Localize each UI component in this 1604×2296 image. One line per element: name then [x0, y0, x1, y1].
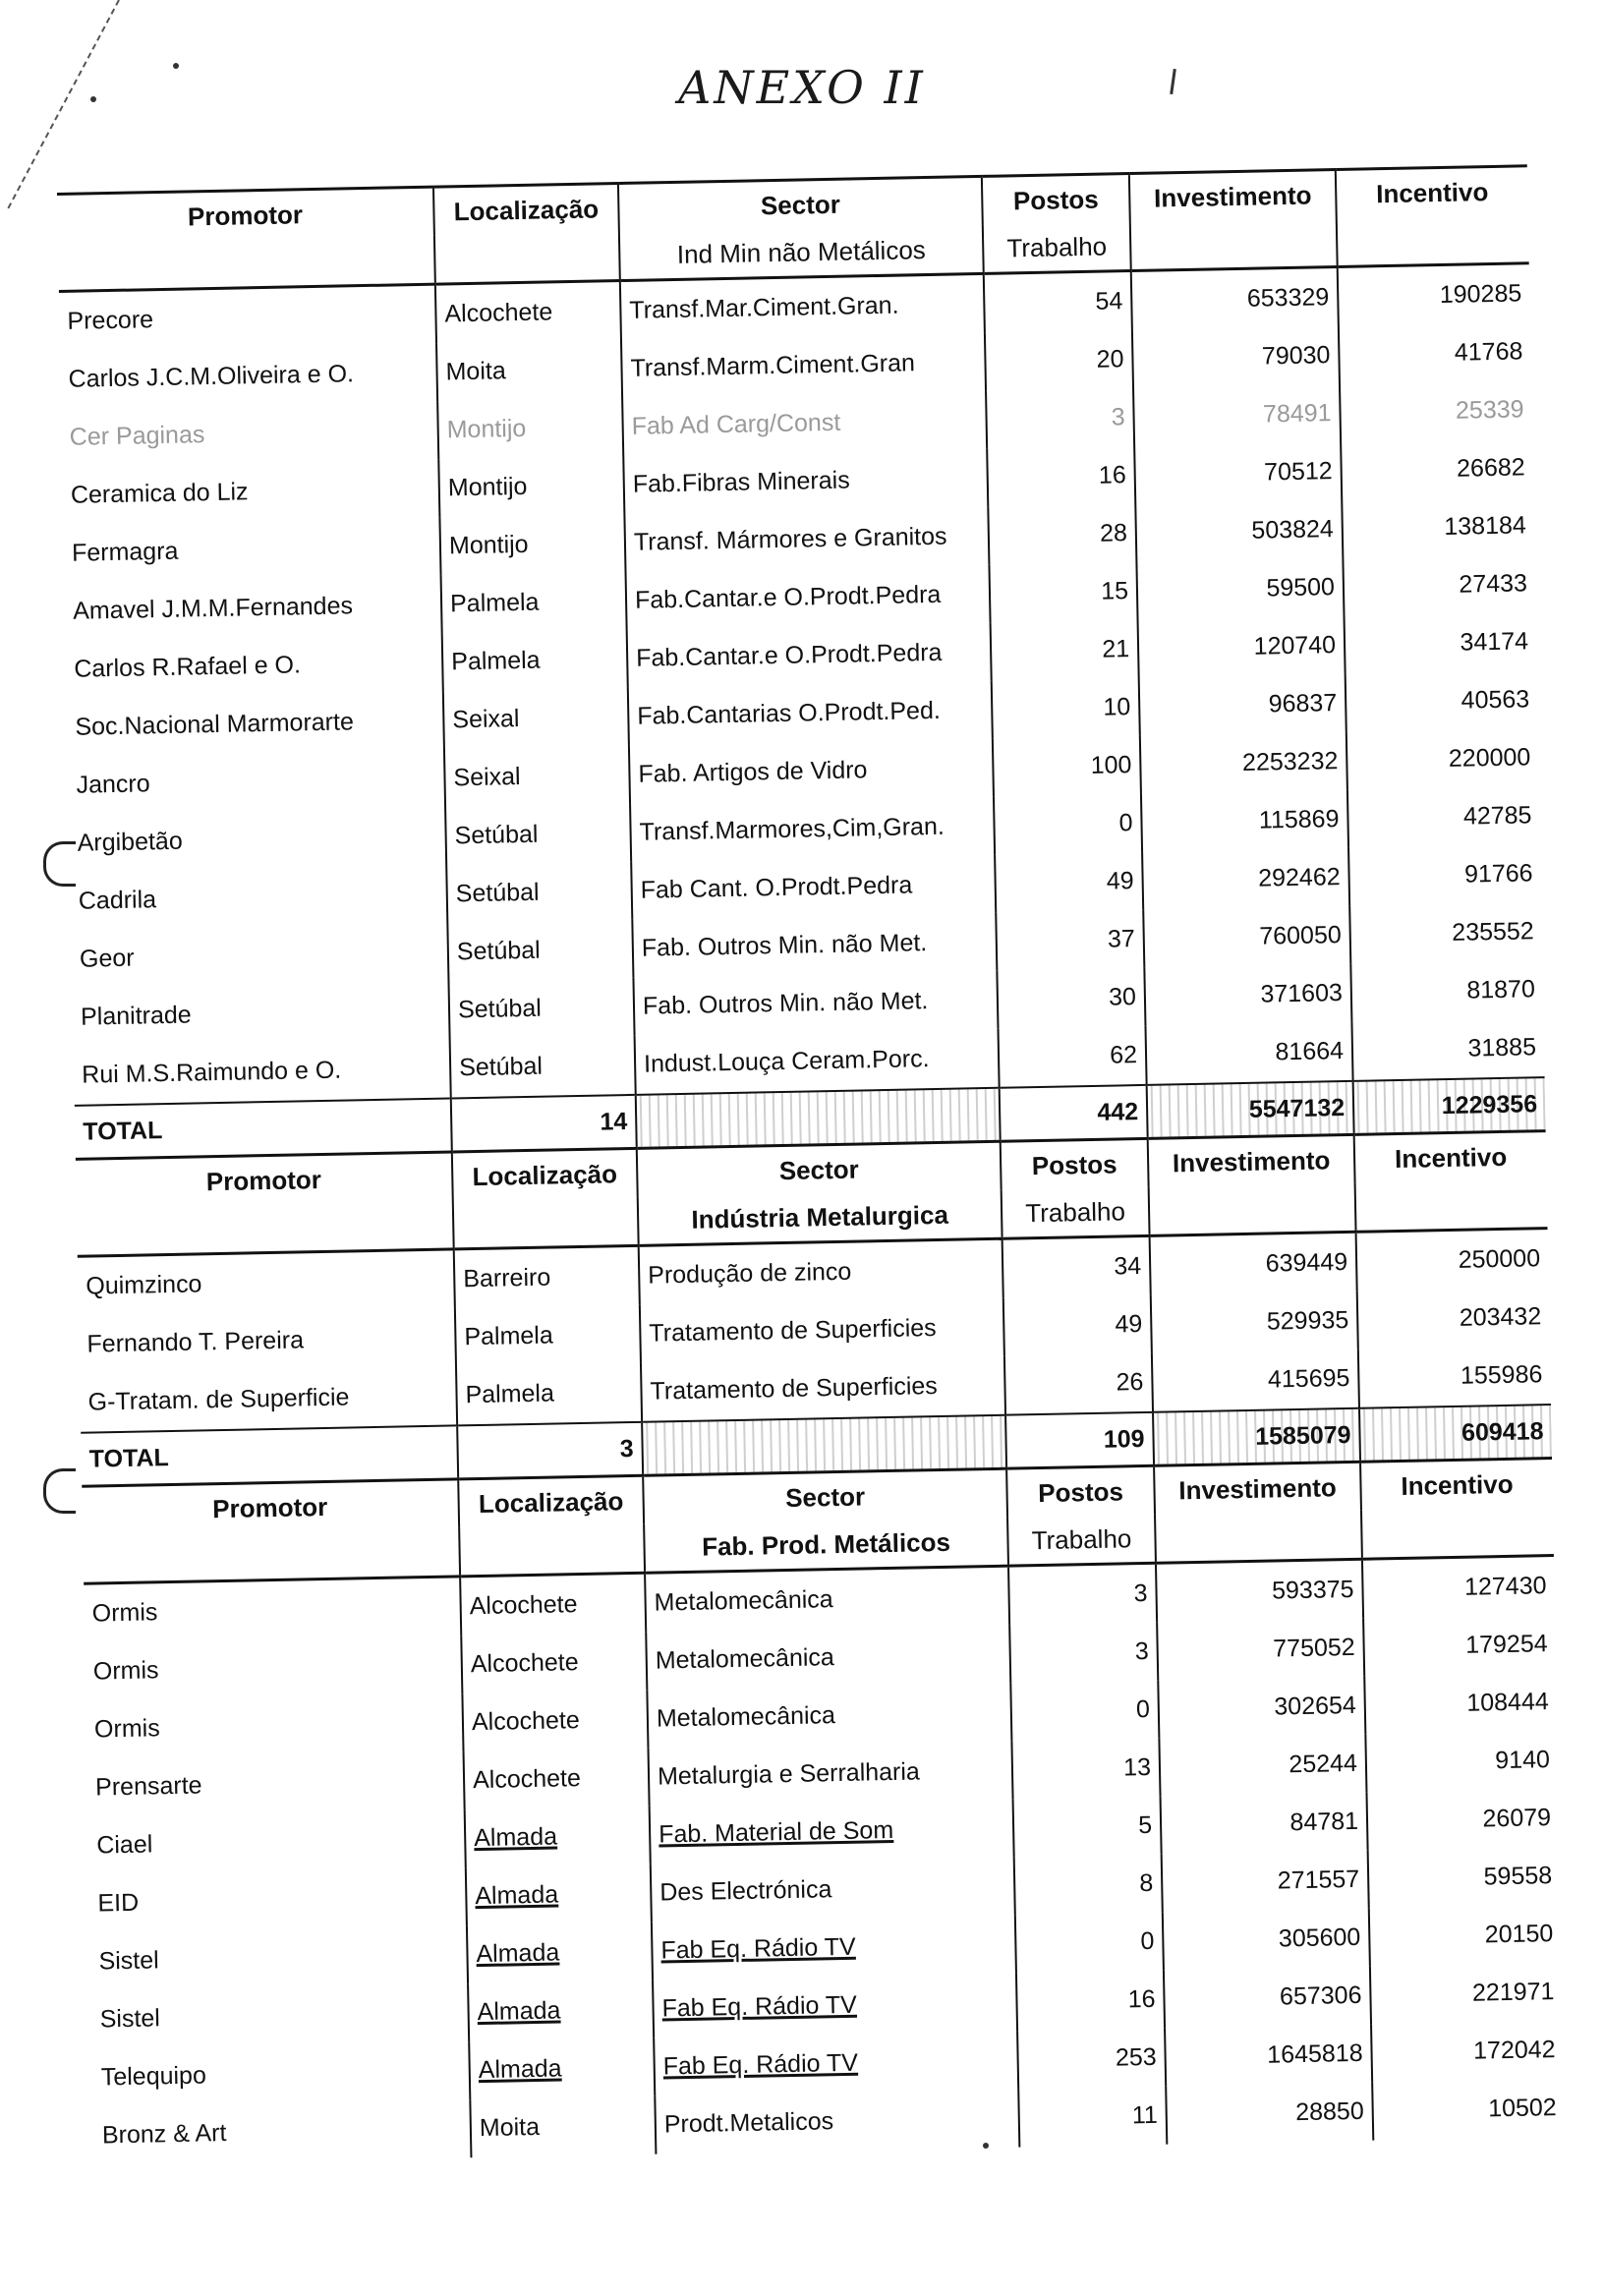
header-localizacao: Localização [458, 1475, 644, 1527]
cell-localizacao: Alcochete [464, 1749, 650, 1810]
cell-investimento: 639449 [1150, 1232, 1357, 1295]
cell-sector: Fab Cant. O.Prodt.Pedra [631, 855, 996, 920]
header-sector: Sector [618, 176, 983, 232]
cell-sector: Metalomecânica [645, 1566, 1009, 1633]
cell-postos: 30 [997, 968, 1145, 1029]
cell-localizacao: Moita [470, 2096, 656, 2158]
cell-investimento: 59500 [1136, 558, 1344, 620]
cell-sector: Fab.Cantar.e O.Prodt.Pedra [627, 623, 992, 688]
cell-investimento: 96837 [1139, 674, 1346, 736]
cell-localizacao: Setúbal [447, 920, 633, 982]
cell-localizacao: Moita [436, 340, 622, 402]
cell-investimento: 115869 [1141, 790, 1348, 852]
cell-promotor: Cadrila [70, 866, 447, 931]
cell-localizacao: Alcochete [461, 1633, 647, 1694]
header-blank [77, 1200, 454, 1256]
cell-incentivo: 59558 [1483, 1862, 1553, 1891]
cell-investimento: 79030 [1132, 326, 1340, 388]
cell-promotor: Ciael [88, 1809, 466, 1874]
cell-postos: 100 [993, 736, 1141, 797]
cell-promotor: Rui M.S.Raimundo e O. [74, 1039, 451, 1105]
cell-promotor: Quimzinco [78, 1249, 455, 1316]
cell-postos: 28 [988, 504, 1136, 565]
cell-postos: 62 [999, 1026, 1147, 1088]
cell-promotor: Prensarte [87, 1751, 465, 1816]
total-blank [642, 1415, 1006, 1476]
cell-incentivo: 41768 [1454, 337, 1523, 367]
header-sector: Sector [637, 1141, 1002, 1197]
cell-sector: Fab. Outros Min. não Met. [633, 971, 998, 1036]
cell-sector: Fab. Artigos de Vidro [629, 739, 994, 804]
total-count: 14 [451, 1095, 637, 1152]
cell-promotor: Planitrade [73, 981, 450, 1046]
binder-hole-mark [43, 841, 76, 887]
cell-postos: 11 [1018, 2087, 1167, 2148]
header-incentivo: Incentivo [1336, 166, 1528, 218]
cell-sector: Fab.Fibras Minerais [623, 449, 988, 514]
total-investimento: 5547132 [1147, 1081, 1354, 1139]
cell-sector: Indust.Louça Ceram.Porc. [635, 1029, 1000, 1095]
cell-investimento: 657306 [1164, 1967, 1371, 2029]
cell-investimento: 371603 [1144, 964, 1351, 1026]
cell-localizacao: Almada [465, 1807, 651, 1868]
cell-investimento: 415695 [1152, 1349, 1359, 1412]
cell-sector: Produção de zinco [639, 1238, 1003, 1305]
header-postos: Postos [1006, 1465, 1155, 1517]
cell-postos: 37 [996, 910, 1144, 971]
cell-localizacao: Palmela [455, 1305, 641, 1367]
cell-localizacao: Barreiro [454, 1245, 640, 1308]
cell-promotor: Soc.Nacional Marmorarte [67, 692, 444, 757]
cell-promotor: Carlos J.C.M.Oliveira e O. [60, 344, 437, 409]
cell-incentivo: 26682 [1456, 453, 1525, 483]
cell-sector: Transf.Mar.Ciment.Gran. [620, 273, 985, 340]
cell-sector: Tratamento de Superficies [641, 1356, 1005, 1422]
cell-postos: 0 [994, 794, 1142, 855]
cell-localizacao: Palmela [441, 572, 627, 634]
cell-incentivo: 31885 [1467, 1033, 1537, 1062]
cell-incentivo: 179254 [1464, 1630, 1548, 1659]
header-blank [453, 1197, 639, 1249]
page-title: ANEXO II [678, 61, 926, 114]
cell-investimento: 529935 [1151, 1292, 1358, 1353]
cell-postos: 15 [989, 562, 1137, 623]
cell-sector: Des Electrónica [651, 1858, 1015, 1923]
cell-localizacao: Almada [469, 2038, 655, 2100]
header-blank [1337, 214, 1529, 266]
header-investimento: Investimento [1148, 1134, 1355, 1187]
header-investimento: Investimento [1129, 170, 1337, 223]
cell-postos: 5 [1013, 1797, 1162, 1858]
cell-incentivo: 220000 [1448, 743, 1531, 773]
cell-localizacao: Setúbal [446, 862, 632, 924]
cell-sector: Metalurgia e Serralharia [648, 1742, 1012, 1807]
cell-sector: Fab. Outros Min. não Met. [632, 913, 997, 978]
cell-incentivo: 221971 [1471, 1978, 1555, 2007]
cell-localizacao: Palmela [456, 1363, 642, 1426]
cell-sector: Transf. Mármores e Granitos [624, 507, 989, 572]
header-sector-name: Indústria Metalurgica [638, 1190, 1002, 1246]
cell-sector: Metalomecânica [647, 1684, 1011, 1749]
header-trabalho: Trabalho [983, 222, 1131, 273]
cell-investimento: 503824 [1135, 500, 1343, 562]
pen-dot [983, 2143, 989, 2149]
cell-incentivo: 235552 [1452, 917, 1534, 947]
header-sector: Sector [643, 1468, 1007, 1524]
cell-localizacao: Seixal [443, 688, 629, 750]
header-blank [1155, 1511, 1362, 1564]
cell-sector: Fab Eq. Rádio TV [653, 1974, 1017, 2038]
header-blank [1361, 1507, 1554, 1559]
cell-postos: 253 [1017, 2029, 1166, 2090]
cell-promotor: Fernando T. Pereira [79, 1308, 456, 1373]
cell-incentivo: 20150 [1484, 1920, 1554, 1949]
cell-investimento: 653329 [1131, 267, 1339, 331]
header-blank [58, 236, 435, 292]
cell-promotor: Sistel [90, 1925, 468, 1990]
header-blank [1355, 1179, 1548, 1232]
header-trabalho: Trabalho [1007, 1515, 1156, 1566]
cell-incentivo: 81870 [1466, 975, 1536, 1004]
cell-investimento: 271557 [1162, 1851, 1369, 1913]
cell-promotor: G-Tratam. de Superficie [80, 1366, 457, 1432]
header-blank [1130, 218, 1338, 271]
cell-postos: 34 [1002, 1235, 1151, 1297]
cell-incentivo: 108444 [1466, 1688, 1550, 1717]
cell-localizacao: Montijo [439, 514, 625, 576]
cell-localizacao: Almada [468, 1980, 654, 2042]
cell-promotor: Sistel [91, 1983, 469, 2048]
cell-sector: Transf.Marmores,Cim,Gran. [630, 797, 995, 862]
cell-localizacao: Alcochete [435, 281, 621, 344]
cell-promotor: Ormis [84, 1577, 461, 1643]
cell-postos: 16 [1016, 1971, 1165, 2032]
cell-sector: Prodt.Metalicos [655, 2090, 1019, 2154]
cell-sector: Fab Eq. Rádio TV [652, 1916, 1016, 1980]
header-blank [459, 1524, 645, 1577]
cell-promotor: Amavel J.M.M.Fernandes [65, 576, 442, 641]
cell-postos: 0 [1010, 1681, 1159, 1742]
header-postos: Postos [982, 174, 1130, 225]
cell-incentivo: 27433 [1459, 569, 1528, 599]
cell-postos: 49 [995, 852, 1143, 913]
cell-localizacao: Seixal [444, 746, 630, 808]
cell-localizacao: Almada [466, 1865, 652, 1926]
cell-incentivo: 250000 [1458, 1244, 1541, 1274]
cell-incentivo: 172042 [1472, 2036, 1556, 2065]
cell-localizacao: Alcochete [462, 1691, 648, 1752]
cell-promotor: Telequipo [92, 2041, 470, 2106]
cell-incentivo: 10502 [1487, 2094, 1557, 2123]
cell-localizacao: Montijo [438, 456, 624, 518]
total-incentivo: 1229356 [1353, 1077, 1546, 1134]
cell-promotor: Ceramica do Liz [62, 460, 439, 525]
header-blank [1149, 1183, 1356, 1236]
total-postos: 442 [1000, 1085, 1148, 1141]
total-label: TOTAL [75, 1098, 452, 1159]
header-promotor: Promotor [82, 1479, 459, 1535]
total-count: 3 [457, 1422, 643, 1479]
total-postos: 109 [1005, 1412, 1154, 1468]
cell-promotor: Carlos R.Rafael e O. [66, 634, 443, 699]
cell-postos: 26 [1004, 1353, 1153, 1415]
cell-investimento: 760050 [1143, 906, 1350, 968]
cell-sector: Fab Ad Carg/Const [622, 391, 987, 456]
cell-incentivo: 203432 [1459, 1302, 1542, 1332]
cell-postos: 3 [986, 388, 1134, 449]
cell-investimento: 120740 [1138, 616, 1346, 678]
cell-localizacao: Montijo [437, 398, 623, 460]
cell-promotor: Fermagra [63, 518, 440, 583]
cell-promotor: Ormis [86, 1693, 463, 1758]
header-blank [434, 232, 620, 284]
header-incentivo: Incentivo [1360, 1459, 1553, 1511]
cell-promotor: Argibetão [69, 808, 446, 873]
cell-postos: 49 [1003, 1295, 1152, 1356]
cell-postos: 0 [1015, 1913, 1164, 1974]
cell-localizacao: Alcochete [460, 1573, 646, 1636]
total-label: TOTAL [81, 1425, 458, 1486]
cell-promotor: Ormis [85, 1636, 462, 1700]
total-blank [636, 1088, 1001, 1149]
cell-postos: 10 [992, 678, 1140, 739]
cell-postos: 21 [991, 620, 1139, 681]
header-incentivo: Incentivo [1354, 1131, 1547, 1183]
cell-investimento: 84781 [1161, 1793, 1368, 1855]
cell-postos: 13 [1011, 1739, 1160, 1800]
cell-investimento: 70512 [1134, 442, 1342, 504]
cell-investimento: 1645818 [1165, 2025, 1372, 2087]
cell-incentivo: 91766 [1463, 859, 1533, 889]
cell-postos: 3 [1008, 1563, 1157, 1625]
annex-table [57, 164, 1565, 2164]
cell-localizacao: Setúbal [448, 978, 634, 1040]
cell-postos: 3 [1009, 1623, 1158, 1684]
header-localizacao: Localização [452, 1148, 638, 1200]
cell-sector: Fab.Cantarias O.Prodt.Ped. [628, 681, 993, 746]
header-postos: Postos [1001, 1138, 1149, 1189]
cell-incentivo: 9140 [1494, 1746, 1551, 1775]
header-trabalho: Trabalho [1002, 1187, 1150, 1238]
cell-sector: Fab Eq. Rádio TV [654, 2032, 1018, 2096]
annex-table-sheet [57, 164, 1565, 2164]
total-incentivo: 609418 [1359, 1405, 1552, 1462]
header-investimento: Investimento [1154, 1462, 1361, 1515]
cell-localizacao: Setúbal [445, 804, 631, 866]
cell-investimento: 28850 [1166, 2083, 1373, 2145]
cell-promotor: Geor [71, 924, 448, 989]
cell-sector: Tratamento de Superficies [640, 1298, 1004, 1363]
cell-sector: Transf.Marm.Ciment.Gran [621, 333, 986, 398]
cell-promotor: Cer Paginas [61, 402, 438, 467]
header-sector-name: Ind Min não Metálicos [619, 225, 984, 281]
total-investimento: 1585079 [1153, 1408, 1360, 1466]
cell-promotor: EID [89, 1867, 467, 1932]
cell-postos: 8 [1014, 1855, 1163, 1916]
cell-investimento: 302654 [1158, 1677, 1365, 1739]
cell-incentivo: 34174 [1460, 627, 1529, 657]
cell-promotor: Jancro [68, 750, 445, 815]
header-promotor: Promotor [76, 1152, 453, 1208]
header-localizacao: Localização [433, 184, 619, 236]
header-promotor: Promotor [57, 187, 434, 243]
cell-incentivo: 26079 [1482, 1804, 1552, 1833]
cell-incentivo: 42785 [1462, 801, 1532, 831]
cell-localizacao: Almada [467, 1923, 653, 1984]
cell-incentivo: 138184 [1444, 511, 1527, 541]
cell-promotor: Precore [59, 284, 436, 351]
cell-incentivo: 190285 [1439, 279, 1522, 310]
header-sector-name: Fab. Prod. Metálicos [644, 1518, 1008, 1574]
cell-postos: 20 [985, 330, 1133, 391]
cell-promotor: Bronz & Art [93, 2099, 471, 2164]
cell-localizacao: Palmela [442, 630, 628, 692]
cell-postos: 16 [987, 446, 1135, 507]
binder-hole-mark [43, 1468, 76, 1514]
cell-postos: 54 [984, 271, 1132, 333]
cell-sector: Fab. Material de Som [650, 1800, 1014, 1865]
cell-localizacao: Setúbal [450, 1036, 636, 1099]
cell-investimento: 775052 [1157, 1619, 1364, 1681]
header-blank [83, 1527, 460, 1583]
cell-sector: Metalomecânica [646, 1626, 1010, 1691]
cell-investimento: 78491 [1133, 384, 1341, 446]
cell-investimento: 25244 [1159, 1735, 1366, 1797]
cell-incentivo: 40563 [1461, 685, 1530, 715]
cell-investimento: 305600 [1163, 1909, 1370, 1971]
cell-investimento: 292462 [1142, 848, 1349, 910]
cell-incentivo: 155986 [1460, 1360, 1543, 1390]
cell-incentivo: 127430 [1463, 1572, 1547, 1601]
cell-investimento: 593375 [1156, 1559, 1363, 1623]
cell-incentivo: 25339 [1455, 395, 1524, 425]
cell-investimento: 81664 [1145, 1022, 1352, 1085]
cell-investimento: 2253232 [1140, 732, 1347, 794]
cell-sector: Fab.Cantar.e O.Prodt.Pedra [626, 565, 991, 630]
